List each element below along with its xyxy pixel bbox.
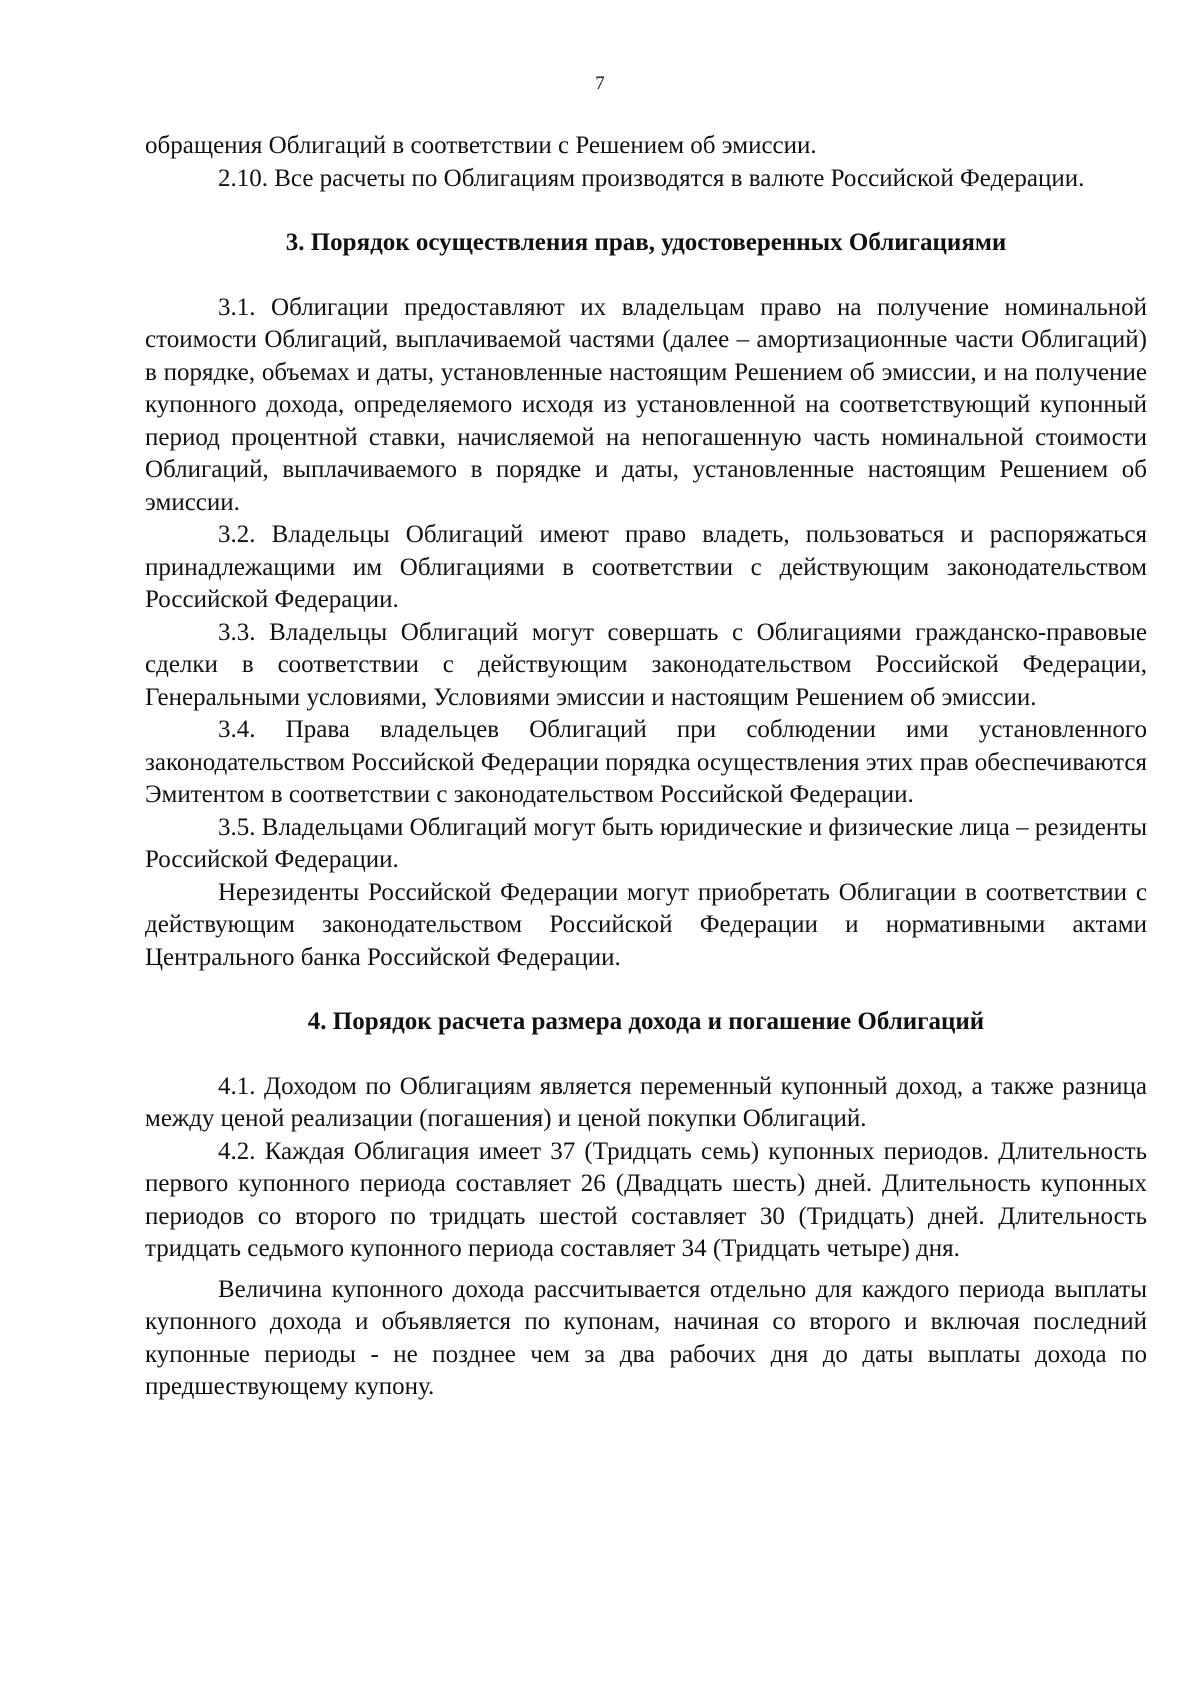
page-number: 7 [595, 73, 605, 94]
paragraph-3-3: 3.3. Владельцы Облигаций могут совершать с Облигациями гражданско-правовые сделки в соответствии с действующим законодательством Российской Федерации, Генеральными условиями, Условиями эмиссии и настоящим Решением об эмиссии. [145, 618, 1147, 711]
section-heading-4: 4. Порядок расчета размера дохода и погашение Облигаций [307, 1008, 985, 1035]
paragraph-continuation: обращения Облигаций в соответствии с Решением об эмиссии. [145, 132, 817, 159]
section-heading-3: 3. Порядок осуществления прав, удостоверенных Облигациями [285, 229, 1007, 256]
paragraph-4-2: 4.2. Каждая Облигация имеет 37 (Тридцать семь) купонных периодов. Длительность первого купонного периода составляет 26 (Двадцать шесть) дней. Длительность купонных периодов со второго по тридцать шестой составляет 30 (Тридцать) дней. Длительность тридцать седьмого купонного периода составляет 34 (Тридцать четыре) дня. [145, 1137, 1147, 1262]
paragraph-2-10: 2.10. Все расчеты по Облигациям производятся в валюте Российской Федерации. [218, 164, 1085, 192]
paragraph-3-2: 3.2. Владельцы Облигаций имеют право владеть, пользоваться и распоряжаться принадлежащими им Облигациями в соответствии с действующим законодательством Российской Федерации. [145, 521, 1147, 613]
paragraph-3-1: 3.1. Облигации предоставляют их владельцам право на получение номинальной стоимости Облигаций, выплачиваемой частями (далее – амортизационные части Облигаций) в порядке, объемах и даты, установленные настоящим Решением об эмиссии, и на получение купонного дохода, определяемого исходя из установленной на соответствующий купонный период процентной ставки, начисляемой на непогашенную часть номинальной стоимости Облигаций, выплачиваемого в порядке и даты, установленные настоящим Решением об эмиссии. [145, 293, 1147, 516]
document-body [145, 130, 1147, 1404]
paragraph-3-5-nonresidents: Нерезиденты Российской Федерации могут приобретать Облигации в соответствии с действующим законодательством Российской Федерации и нормативными актами Центрального банка Российской Федерации. [145, 878, 1147, 971]
paragraph-3-4: 3.4. Права владельцев Облигаций при соблюдении ими установленного законодательством Российской Федерации порядка осуществления этих прав обеспечиваются Эмитентом в соответствии с законодательством Российской Федерации. [145, 716, 1147, 808]
paragraph-4-2-coupon-income: Величина купонного дохода рассчитывается отдельно для каждого периода выплаты купонного дохода и объявляется по купонам, начиная со второго и включая последний купонные периоды - не позднее чем за два рабочих дня до даты выплаты дохода по предшествующему купону. [145, 1275, 1147, 1400]
paragraph-4-1: 4.1. Доходом по Облигациям является переменный купонный доход, а также разница между ценой реализации (погашения) и ценой покупки Облигаций. [145, 1072, 1147, 1132]
paragraph-3-5: 3.5. Владельцами Облигаций могут быть юридические и физические лица – резиденты Российской Федерации. [145, 813, 1147, 873]
